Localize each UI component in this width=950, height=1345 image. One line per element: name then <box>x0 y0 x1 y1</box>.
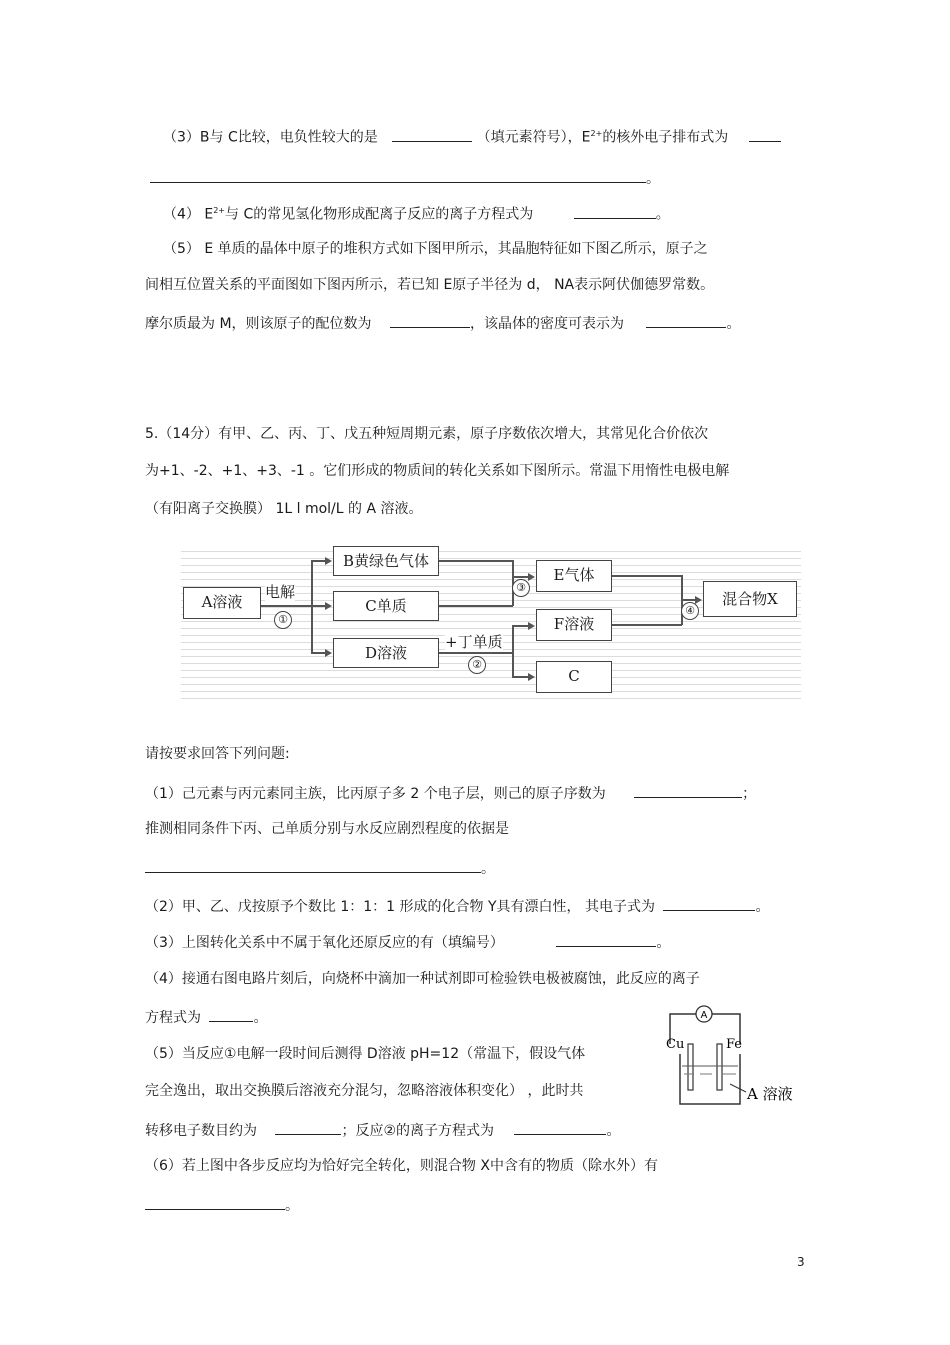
label-electrolysis: 电解 <box>265 583 296 601</box>
s2-line <box>145 896 769 916</box>
s1c-blank[interactable] <box>145 858 481 873</box>
q4-suffix: 与 C的常见氢化物形成配离子反应的离子方程式为 <box>225 206 534 223</box>
q5c-part1: 摩尔质最为 M，则该原子的配位数为 <box>145 316 372 332</box>
s5c-blank-2[interactable] <box>514 1120 606 1135</box>
page-number: 3 <box>797 1255 805 1269</box>
connector-f-out <box>612 624 682 626</box>
q3-end: 。 <box>646 171 660 187</box>
q3-line-2 <box>150 168 660 188</box>
s3-blank[interactable] <box>556 932 656 947</box>
reaction-flow-diagram <box>181 545 801 699</box>
s4-line-1: （4）接通右图电路片刻后，向烧杯中滴加一种试剂即可检验铁电极被腐蚀，此反应的离子 <box>145 971 700 987</box>
ammeter-label: A <box>700 1010 708 1021</box>
s1-line-2: 推测相同条件下丙、己单质分别与水反应剧烈程度的依据是 <box>145 821 509 837</box>
s5c-end: 。 <box>606 1123 621 1139</box>
connector-split <box>311 560 313 653</box>
s2-end: 。 <box>755 899 770 915</box>
s3-end: 。 <box>656 935 671 951</box>
box-b-gas: B黄绿色气体 <box>333 546 439 576</box>
q5c-end: 。 <box>726 316 741 332</box>
p5-line-2: 为+1、-2、+1、+3、-1 。它们形成的物质间的转化关系如下图所示。常温下用惰性电极电解 <box>145 463 730 479</box>
box-d-solution: D溶液 <box>333 638 439 668</box>
connector-e-out <box>612 575 682 577</box>
electrolysis-apparatus <box>660 1000 805 1115</box>
p5-line-3: （有阳离子交换膜） 1L l mol/L 的 A 溶液。 <box>145 501 423 517</box>
arrow-to-e <box>528 573 535 581</box>
s3-text: （3）上图转化关系中不属于氧化还原反应的有（填编号） <box>145 935 504 951</box>
s6-line-2 <box>145 1195 299 1215</box>
q3-line <box>163 125 781 147</box>
solution-label: A 溶液 <box>747 1085 793 1103</box>
cu-label: Cu <box>666 1037 685 1052</box>
box-f-solution: F溶液 <box>536 609 612 641</box>
q4-sup: 2+ <box>213 206 225 215</box>
arrow-to-d <box>325 649 332 657</box>
q4-end: 。 <box>655 206 670 223</box>
step-1-circle: ① <box>274 611 292 629</box>
q3-blank-2[interactable] <box>749 127 781 142</box>
s1c-end: 。 <box>481 861 495 877</box>
s1a-blank[interactable] <box>634 783 742 798</box>
box-a-solution: A溶液 <box>183 587 261 619</box>
arrow-to-b <box>325 557 332 565</box>
arrow-to-c <box>325 602 332 610</box>
s2-text: （2）甲、乙、戊按原予个数比 1：1：1 形成的化合物 Y具有漂白性， 其电子式为 <box>145 899 655 915</box>
q3-suffix: 的核外电子排布式为 <box>602 129 729 146</box>
s1-line-1 <box>145 783 756 803</box>
q4-blank[interactable] <box>574 204 656 219</box>
s6-end: 。 <box>285 1198 299 1214</box>
step-4-circle: ④ <box>681 602 699 620</box>
connector-fc-split <box>512 625 514 677</box>
s2-blank[interactable] <box>663 896 755 911</box>
s5c-mid: ；反应②的离子方程式为 <box>341 1123 495 1139</box>
s3-line <box>145 932 670 952</box>
s5c-text: 转移电子数目约为 <box>145 1123 257 1139</box>
s4b-end: 。 <box>253 1010 268 1026</box>
s5-line-3 <box>145 1120 620 1140</box>
q5c-blank-1[interactable] <box>390 313 470 328</box>
q3-blank-1[interactable] <box>392 127 472 142</box>
s1a-text: （1）己元素与丙元素同主族，比丙原子多 2 个电子层，则己的原子序数为 <box>145 786 606 802</box>
s5c-blank-1[interactable] <box>275 1120 341 1135</box>
q5-line-1: （5） E 单质的晶体中原子的堆积方式如下图甲所示，其晶胞特征如下图乙所示，原子之 <box>163 241 708 257</box>
step-2-circle: ② <box>468 656 486 674</box>
label-ding-element: +丁单质 <box>445 633 503 651</box>
box-e-gas: E气体 <box>536 560 612 592</box>
arrow-to-f <box>528 622 535 630</box>
q3-sup: 2+ <box>590 129 603 138</box>
fe-label: Fe <box>726 1037 743 1052</box>
q5c-part2: ，该晶体的密度可表示为 <box>469 316 624 332</box>
q5-line-2: 间相互位置关系的平面图如下图丙所示，若已知 E原子半径为 d， NA表示阿伏伽德罗常数。 <box>145 277 715 293</box>
connector-b-out <box>439 560 513 562</box>
q4-line <box>163 202 670 224</box>
q3-mid: （填元素符号），E <box>476 129 591 146</box>
step-3-circle: ③ <box>512 579 530 597</box>
arrow-to-x <box>695 596 702 604</box>
connector-d-out <box>439 652 513 654</box>
box-c-element: C单质 <box>333 591 439 621</box>
s1a-end: ； <box>742 786 757 802</box>
q4-prefix: （4） E <box>163 206 214 223</box>
q5-line-3 <box>145 313 740 333</box>
s4b-blank[interactable] <box>209 1007 253 1022</box>
s1-line-3 <box>145 858 495 878</box>
connector-c-out <box>439 605 513 607</box>
s5-line-2: 完全逸出，取出交换膜后溶液充分混匀，忽略溶液体积变化） ，此时共 <box>145 1083 584 1099</box>
box-mixture-x: 混合物X <box>703 581 797 617</box>
s4-line-2 <box>145 1007 267 1027</box>
s6-blank[interactable] <box>145 1195 285 1210</box>
ask-line: 请按要求回答下列问题: <box>145 746 290 762</box>
q3-prefix: （3）B与 C比较，电负性较大的是 <box>163 129 378 146</box>
arrow-to-c2 <box>528 673 535 681</box>
box-c-product: C <box>536 661 612 693</box>
s5-line-1: （5）当反应①电解一段时间后测得 D溶液 pH=12（常温下，假设气体 <box>145 1046 586 1062</box>
q5c-blank-2[interactable] <box>646 313 726 328</box>
q3-blank-3[interactable] <box>150 168 646 183</box>
connector-a <box>261 605 311 607</box>
s4b-text: 方程式为 <box>145 1010 201 1026</box>
p5-line-1: 5.（14分）有甲、乙、丙、丁、戊五种短周期元素，原子序数依次增大，其常见化合价依次 <box>145 426 709 442</box>
s6-line-1: （6）若上图中各步反应均为恰好完全转化，则混合物 X中含有的物质（除水外）有 <box>145 1158 658 1174</box>
